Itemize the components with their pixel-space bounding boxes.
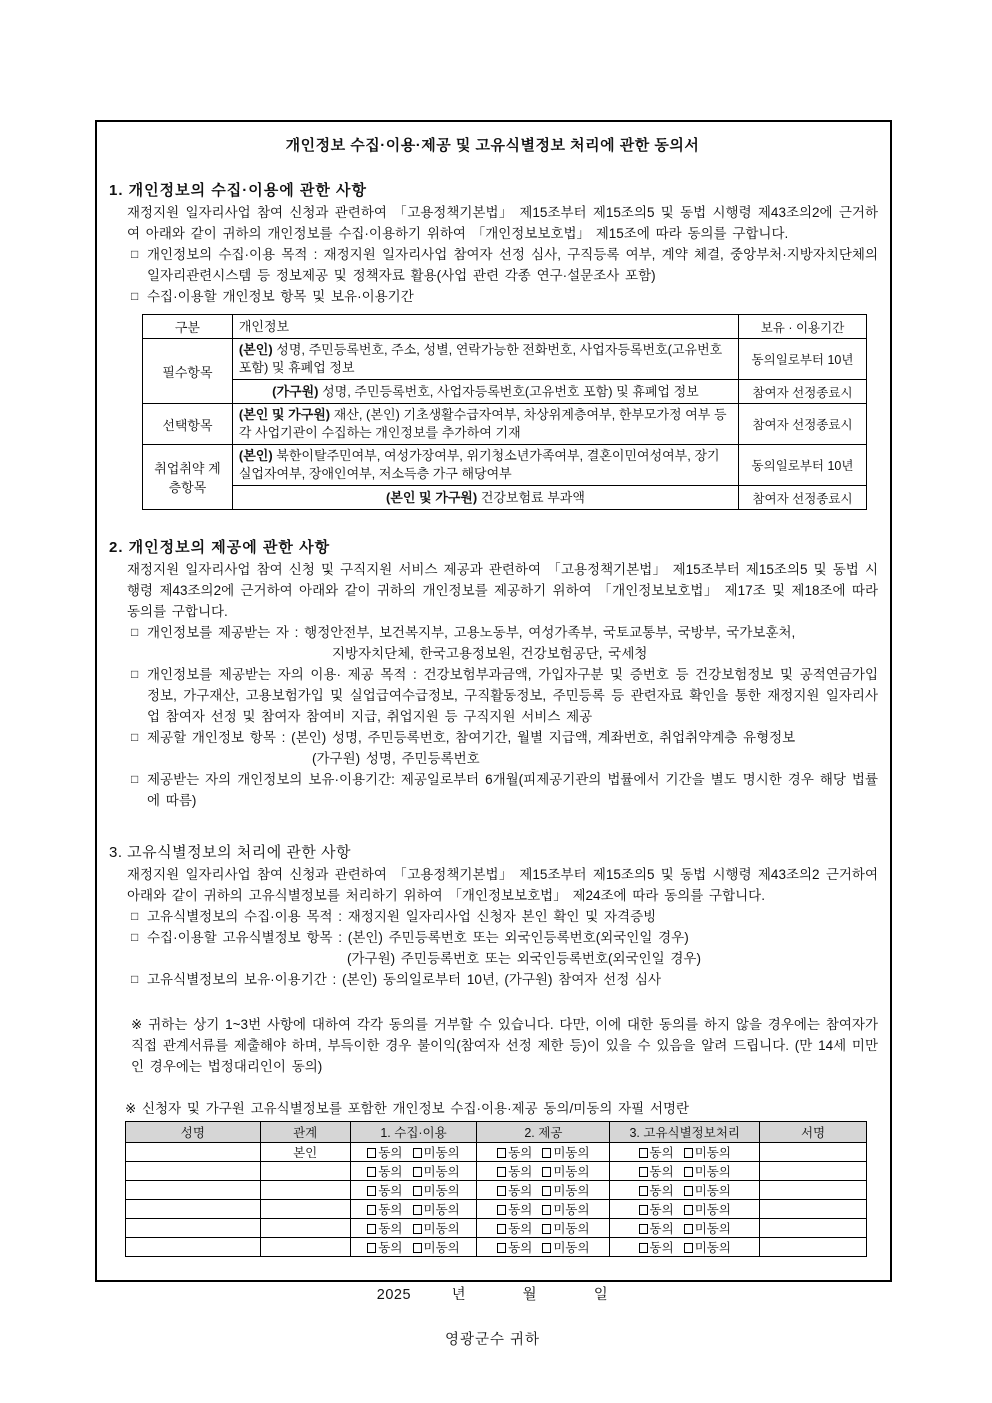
page-title: 개인정보 수집·이용·제공 및 고유식별정보 처리에 관한 동의서 [285,137,700,154]
provision-disagree-option[interactable] [542,1184,589,1198]
agree-checkbox-icon[interactable] [367,1167,376,1177]
agree-checkbox-icon[interactable] [497,1148,506,1158]
unique-id-disagree-option[interactable] [684,1241,731,1255]
signature-row [126,1219,867,1238]
collection-consent-cell [350,1143,477,1162]
disagree-checkbox-icon[interactable] [413,1186,422,1196]
unique-id-agree-option[interactable] [639,1146,674,1160]
section1-heading: 1. 개인정보의 수집·이용에 관한 사항 [109,182,368,199]
disagree-checkbox-icon[interactable] [542,1224,551,1234]
agree-label: 동의 [508,1184,533,1198]
agree-label: 동의 [649,1146,674,1160]
provision-disagree-option[interactable] [542,1203,589,1217]
collection-agree-option[interactable] [367,1184,402,1198]
agree-checkbox-icon[interactable] [639,1148,648,1158]
disagree-label: 미동의 [694,1165,731,1179]
required-self-info: (본인) 성명, 주민등록번호, 주소, 성별, 연락가능한 전화번호, 사업자등록번호(고유번호 포함) 및 휴폐업 정보 [232,339,738,380]
disagree-checkbox-icon[interactable] [684,1186,693,1196]
disagree-checkbox-icon[interactable] [413,1243,422,1253]
sig-col-provision: 2. 제공 [477,1122,610,1143]
provision-disagree-option[interactable] [542,1146,589,1160]
agree-label: 동의 [508,1241,533,1255]
name-field[interactable] [126,1238,261,1257]
optional-period: 참여자 선정종료시 [739,404,867,445]
signature-table [125,1121,867,1257]
disagree-label: 미동의 [694,1184,731,1198]
section2-body: 재정지원 일자리사업 참여 신청 및 구직지원 서비스 제공과 관련하여 「고용정책기본법」 제15조부터 제15조의5 및 동법 시행령 제43조의2에 근거하여 아래와 같이 귀하의 개인정보를 제공하기 위하여 「개인정보보호법」 제17조 및 제18조에 따라 동의를 구합니다. [127,562,878,619]
disagree-label: 미동의 [423,1222,460,1236]
date-year: 2025 [376,1287,412,1303]
provision-agree-option[interactable] [497,1146,532,1160]
agree-checkbox-icon[interactable] [497,1186,506,1196]
date-day-label: 일 [593,1287,609,1303]
provision-consent-cell [477,1143,610,1162]
sig-col-relation: 관계 [260,1122,350,1143]
agree-label: 동의 [378,1146,403,1160]
table-row [143,404,867,445]
disagree-checkbox-icon[interactable] [413,1148,422,1158]
relation-field[interactable] [260,1200,350,1219]
disagree-label: 미동의 [423,1165,460,1179]
disagree-label: 미동의 [694,1222,731,1236]
section1-bullets [131,244,878,307]
section2-heading: 2. 개인정보의 제공에 관한 사항 [109,539,331,556]
agree-checkbox-icon[interactable] [367,1224,376,1234]
disagree-checkbox-icon[interactable] [542,1186,551,1196]
date-line [105,1283,880,1304]
unique-id-consent-cell [610,1219,760,1238]
collection-agree-option[interactable] [367,1165,402,1179]
required-self-period: 동의일로부터 10년 [739,339,867,380]
agree-checkbox-icon[interactable] [497,1205,506,1215]
info-table-header-row [143,315,867,339]
agree-label: 동의 [649,1241,674,1255]
disagree-label: 미동의 [423,1203,460,1217]
agree-checkbox-icon[interactable] [367,1186,376,1196]
collection-agree-option[interactable] [367,1146,402,1160]
optional-items-label: 선택항목 [143,404,233,445]
collection-disagree-option[interactable] [413,1203,460,1217]
unique-id-agree-option[interactable] [639,1165,674,1179]
agree-label: 동의 [649,1222,674,1236]
provision-agree-option[interactable] [497,1165,532,1179]
sign-field[interactable] [760,1200,867,1219]
agree-checkbox-icon[interactable] [367,1205,376,1215]
disagree-label: 미동의 [694,1146,731,1160]
section2-bullet-items [131,727,878,769]
provision-consent-cell [477,1181,610,1200]
relation-field[interactable] [260,1181,350,1200]
section3-body: 재정지원 일자리사업 참여 신청과 관련하여 「고용정책기본법」 제15조부터 제15조의5 및 동법 시행령 제43조의2 근거하여 아래와 같이 귀하의 고유식별정보를 처리하기 위하여 「개인정보보호법」 제24조에 따라 동의를 구합니다. [127,867,878,903]
disagree-label: 미동의 [553,1203,590,1217]
agree-label: 동의 [508,1203,533,1217]
collection-agree-option[interactable] [367,1203,402,1217]
section3-bullet-retention: □ 고유식별정보의 보유·이용기간 : (본인) 동의일로부터 10년, (가구원) 참여자 선정 심사 [131,969,878,990]
collection-consent-cell [350,1238,477,1257]
disagree-checkbox-icon[interactable] [542,1148,551,1158]
collection-disagree-option[interactable] [413,1241,460,1255]
disagree-label: 미동의 [694,1203,731,1217]
provision-agree-option[interactable] [497,1222,532,1236]
section3-bullet-items-line2: (가구원) 주민등록번호 또는 외국인등록번호(외국인일 경우) [347,951,701,966]
collection-consent-cell [350,1162,477,1181]
disagree-checkbox-icon[interactable] [684,1167,693,1177]
col-header-category: 구분 [143,315,233,339]
unique-id-disagree-option[interactable] [684,1165,731,1179]
disagree-checkbox-icon[interactable] [413,1224,422,1234]
disagree-checkbox-icon[interactable] [684,1148,693,1158]
collection-consent-cell [350,1219,477,1238]
vulnerable-self-info: (본인) 북한이탈주민여부, 여성가장여부, 위기청소년가족여부, 결혼이민여성여부, 장기실업자여부, 장애인여부, 저소득층 가구 해당여부 [232,445,738,486]
table-row [143,486,867,510]
vulnerable-items-label: 취업취약 계층항목 [143,445,233,510]
consent-form-page [95,120,892,1348]
disagree-checkbox-icon[interactable] [684,1224,693,1234]
unique-id-consent-cell [610,1162,760,1181]
disagree-label: 미동의 [553,1241,590,1255]
col-header-info: 개인정보 [232,315,738,339]
collection-disagree-option[interactable] [413,1146,460,1160]
section2-bullet-items-line2: (가구원) 성명, 주민등록번호 [312,751,480,766]
section-provision [105,536,880,811]
relation-field[interactable] [260,1162,350,1181]
agree-checkbox-icon[interactable] [497,1167,506,1177]
section3-bullet-items-line1: 수집·이용할 고유식별정보 항목 : (본인) 주민등록번호 또는 외국인등록번호(외국인일 경우) [147,930,689,945]
section1-bullet-purpose: □ 개인정보의 수집·이용 목적 : 재정지원 일자리사업 참여자 선정 심사, 구직등록 여부, 계약 체결, 중앙부처·지방자치단체의 일자리관련시스템 등 정보제공 및 정책자료 활용(사업 관련 각종 연구·설문조사 포함) [131,244,878,286]
section2-bullet-purpose: □ 개인정보를 제공받는 자의 이용· 제공 목적 : 건강보험부과금액, 가입자구분 및 증번호 등 건강보험정보 및 공적연금가입 정보, 가구재산, 고용보험가입 및 실업급여수급정보, 구직활동정보, 주민등록 등 관련자료 확인을 통한 재정지원 일자리사업 참여자 선정 및 참여자 참여비 지급, 취업지원 등 구직지원 서비스 제공 [131,664,878,727]
unique-id-agree-option[interactable] [639,1184,674,1198]
section-unique-id [105,841,880,990]
vulnerable-both-info: (본인 및 가구원) 건강보험료 부과액 [232,486,738,510]
provision-consent-cell [477,1219,610,1238]
unique-id-consent-cell [610,1143,760,1162]
agree-label: 동의 [378,1203,403,1217]
signature-row [126,1143,867,1162]
name-field[interactable] [126,1200,261,1219]
disagree-checkbox-icon[interactable] [542,1243,551,1253]
unique-id-consent-cell [610,1181,760,1200]
provision-consent-cell [477,1238,610,1257]
collection-disagree-option[interactable] [413,1222,460,1236]
sign-field[interactable] [760,1219,867,1238]
section2-bullet-recipients [131,622,878,664]
agree-checkbox-icon[interactable] [367,1148,376,1158]
col-header-period: 보유 · 이용기간 [739,315,867,339]
section3-bullet-items [131,927,878,969]
agree-checkbox-icon[interactable] [639,1224,648,1234]
required-family-period: 참여자 선정종료시 [739,380,867,404]
section3-bullet-purpose: □ 고유식별정보의 수집·이용 목적 : 재정지원 일자리사업 신청자 본인 확인 및 자격증빙 [131,906,878,927]
sig-col-collection: 1. 수집·이용 [350,1122,477,1143]
agree-checkbox-icon[interactable] [497,1224,506,1234]
sign-field[interactable] [760,1143,867,1162]
collection-disagree-option[interactable] [413,1165,460,1179]
date-month-label: 월 [522,1287,538,1303]
disagree-checkbox-icon[interactable] [542,1205,551,1215]
optional-info: (본인 및 가구원) 재산, (본인) 기초생활수급자여부, 차상위계층여부, 한부모가정 여부 등 각 사업기관이 수집하는 개인정보를 추가하여 기재 [232,404,738,445]
table-row [143,445,867,486]
agree-label: 동의 [378,1222,403,1236]
agree-checkbox-icon[interactable] [639,1205,648,1215]
agree-label: 동의 [508,1146,533,1160]
sig-col-unique-id: 3. 고유식별정보처리 [610,1122,760,1143]
sig-col-name: 성명 [126,1122,261,1143]
signature-row [126,1238,867,1257]
disagree-checkbox-icon[interactable] [684,1243,693,1253]
agree-checkbox-icon[interactable] [367,1243,376,1253]
disagree-label: 미동의 [553,1222,590,1236]
vulnerable-self-period: 동의일로부터 10년 [739,445,867,486]
vulnerable-both-period: 참여자 선정종료시 [739,486,867,510]
provision-agree-option[interactable] [497,1241,532,1255]
provision-disagree-option[interactable] [542,1222,589,1236]
unique-id-consent-cell [610,1200,760,1219]
signature-row [126,1200,867,1219]
section2-bullet-recipients-line1: 개인정보를 제공받는 자 : 행정안전부, 보건복지부, 고용노동부, 여성가족부, 국토교통부, 국방부, 국가보훈처, [147,625,796,640]
disagree-label: 미동의 [423,1146,460,1160]
section2-bullet-retention: □ 제공받는 자의 개인정보의 보유·이용기간: 제공일로부터 6개월(피제공기관의 법률에서 기간을 별도 명시한 경우 해당 법률에 따름) [131,769,878,811]
provision-disagree-option[interactable] [542,1165,589,1179]
agree-label: 동의 [378,1165,403,1179]
relation-field[interactable] [260,1219,350,1238]
unique-id-agree-option[interactable] [639,1203,674,1217]
agree-label: 동의 [378,1241,403,1255]
section1-bullet-items: □ 수집·이용할 개인정보 항목 및 보유·이용기간 [131,286,878,307]
collection-disagree-option[interactable] [413,1184,460,1198]
agree-checkbox-icon[interactable] [639,1243,648,1253]
sign-field[interactable] [760,1238,867,1257]
disagree-label: 미동의 [423,1241,460,1255]
disagree-label: 미동의 [553,1184,590,1198]
disagree-checkbox-icon[interactable] [413,1205,422,1215]
section1-body: 재정지원 일자리사업 참여 신청과 관련하여 「고용정책기본법」 제15조부터 제15조의5 및 동법 시행령 제43조의2에 근거하여 아래와 같이 귀하의 개인정보를 수집·이용하기 위하여 「개인정보보호법」 제15조에 따라 동의를 구합니다. [127,205,878,241]
unique-id-disagree-option[interactable] [684,1146,731,1160]
section-collection-use [105,179,880,510]
agree-label: 동의 [508,1165,533,1179]
sig-col-sign: 서명 [760,1122,867,1143]
section3-bullets [131,906,878,990]
unique-id-agree-option[interactable] [639,1241,674,1255]
provision-consent-cell [477,1162,610,1181]
collection-agree-option[interactable] [367,1241,402,1255]
relation-field[interactable] [260,1238,350,1257]
unique-id-disagree-option[interactable] [684,1184,731,1198]
recipient: 영광군수 귀하 [444,1332,541,1348]
refusal-notice: ※ 귀하는 상기 1~3번 사항에 대하여 각각 동의를 거부할 수 있습니다. 다만, 이에 대한 동의를 하지 않을 경우에는 참여자가 직접 관계서류를 제출해야 하며, 부득이한 경우 불이익(참여자 선정 제한 등)이 있을 수 있음을 알려 드립니다. (만 14세 미만인 경우에는 법정대리인이 동의) [131,1017,878,1074]
sign-field[interactable] [760,1162,867,1181]
unique-id-disagree-option[interactable] [684,1203,731,1217]
disagree-label: 미동의 [553,1165,590,1179]
disagree-checkbox-icon[interactable] [542,1167,551,1177]
signature-header-row [126,1122,867,1143]
disagree-label: 미동의 [694,1241,731,1255]
disagree-label: 미동의 [553,1146,590,1160]
table-row [143,380,867,404]
section2-bullet-recipients-line2: 지방자치단체, 한국고용정보원, 건강보험공단, 국세청 [332,646,648,661]
section2-bullets [131,622,878,811]
collection-consent-cell [350,1181,477,1200]
sign-field[interactable] [760,1181,867,1200]
agree-label: 동의 [649,1165,674,1179]
agree-label: 동의 [649,1203,674,1217]
required-items-label: 필수항목 [143,339,233,404]
agree-label: 동의 [378,1184,403,1198]
collection-agree-option[interactable] [367,1222,402,1236]
relation-field[interactable]: 본인 [260,1143,350,1162]
section3-heading: 3. 고유식별정보의 처리에 관한 사항 [109,844,352,861]
unique-id-agree-option[interactable] [639,1222,674,1236]
provision-agree-option[interactable] [497,1203,532,1217]
date-year-label: 년 [451,1287,467,1303]
name-field[interactable] [126,1162,261,1181]
signature-note: ※ 신청자 및 가구원 고유식별정보를 포함한 개인정보 수집·이용·제공 동의/미동의 자필 서명란 [125,1101,690,1116]
disagree-checkbox-icon[interactable] [413,1167,422,1177]
provision-agree-option[interactable] [497,1184,532,1198]
disagree-checkbox-icon[interactable] [684,1205,693,1215]
disagree-label: 미동의 [423,1184,460,1198]
agree-label: 동의 [649,1184,674,1198]
name-field[interactable] [126,1219,261,1238]
name-field[interactable] [126,1143,261,1162]
signature-row [126,1162,867,1181]
personal-info-table [142,314,867,510]
section2-bullet-items-line1: 제공할 개인정보 항목 : (본인) 성명, 주민등록번호, 참여기간, 월별 지급액, 계좌번호, 취업취약계층 유형정보 [147,730,796,745]
agree-checkbox-icon[interactable] [639,1186,648,1196]
agree-checkbox-icon[interactable] [639,1167,648,1177]
unique-id-consent-cell [610,1238,760,1257]
agree-label: 동의 [508,1222,533,1236]
unique-id-disagree-option[interactable] [684,1222,731,1236]
table-row [143,339,867,380]
provision-consent-cell [477,1200,610,1219]
signature-row [126,1181,867,1200]
name-field[interactable] [126,1181,261,1200]
required-family-info: (가구원) 성명, 주민등록번호, 사업자등록번호(고유번호 포함) 및 휴폐업 정보 [232,380,738,404]
signature-table-body [126,1143,867,1257]
agree-checkbox-icon[interactable] [497,1243,506,1253]
collection-consent-cell [350,1200,477,1219]
provision-disagree-option[interactable] [542,1241,589,1255]
